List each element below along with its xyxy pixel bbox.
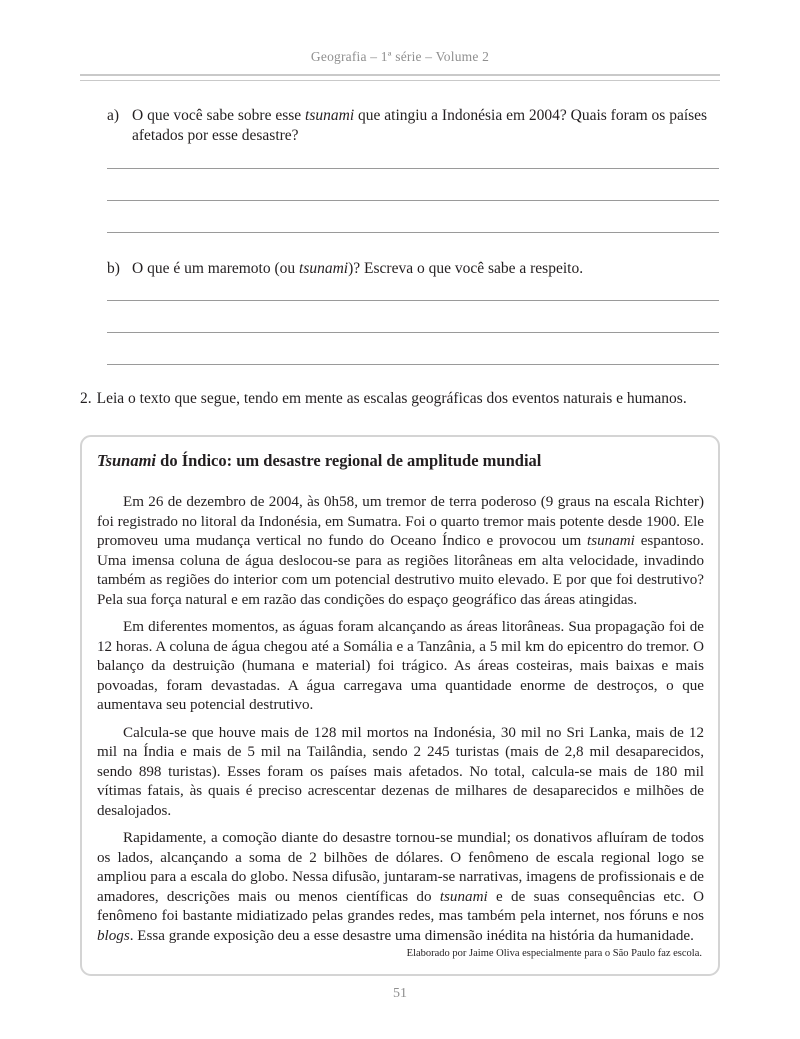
item-2-text: Leia o texto que segue, tendo em mente as escalas geográficas dos eventos naturais e humanos. bbox=[96, 390, 687, 407]
paragraph-2: Em diferentes momentos, as águas foram alcançando as áreas litorâneas. Sua propagação foi de 12 horas. A coluna de água chegou até a Somália e a Tanzânia, a 5 mil km do epicentro do tremor. O balanço da destruição (humana e material) foi trágico. As áreas costeiras, mais baixas e mais povoadas, foram devastadas. A água carregava uma quantidade enorme de destroços, o que aumentava seu potencial destrutivo. bbox=[97, 619, 704, 713]
running-header: Geografia – 1ª série – Volume 2 bbox=[310, 49, 490, 64]
answer-line[interactable] bbox=[107, 300, 719, 301]
item-2 bbox=[80, 389, 720, 409]
header-rule bbox=[80, 74, 720, 81]
question-b-letter: b) bbox=[107, 260, 120, 277]
answer-line[interactable] bbox=[107, 332, 719, 333]
question-a bbox=[107, 106, 719, 146]
paragraph-3: Calcula-se que houve mais de 128 mil mortos na Indonésia, 30 mil no Sri Lanka, mais de 12 mil na Índia e mais de 5 mil na Tailândia, sendo 2 245 turistas (mais de 2,8 mil desaparecidos, sendo 898 turistas). Esses foram os países mais afetados. No total, calcula-se mais de 180 mil vítimas fatais, às quais é preciso acrescentar dezenas de milhares de desaparecidos e milhões de desalojados. bbox=[97, 724, 704, 819]
item-2-number: 2. bbox=[80, 390, 92, 407]
page-number: 51 bbox=[393, 986, 407, 1001]
question-a-letter: a) bbox=[107, 107, 120, 124]
question-b-text: O que é um maremoto (ou tsunami)? Escreva o que você sabe a respeito. bbox=[132, 260, 584, 277]
box-title: Tsunami do Índico: um desastre regional de amplitude mundial bbox=[97, 451, 542, 470]
question-b bbox=[107, 259, 719, 279]
answer-line[interactable] bbox=[107, 168, 719, 169]
answer-line[interactable] bbox=[107, 200, 719, 201]
answer-line[interactable] bbox=[107, 232, 719, 233]
paragraph-4: Rapidamente, a comoção diante do desastre tornou-se mundial; os donativos afluíram de todos os lados, alcançando a soma de 2 bilhões de dólares. O fenômeno de escala regional logo se ampliou para a escala do globo. Nessa difusão, juntaram-se narrativas, imagens de profissionais e de amadores, descrições mais ou menos científicas do tsunami e de suas consequências etc. O fenômeno foi bastante midiatizado pelas grandes redes, mas também pela internet, nos fóruns e nos blogs. Essa grande exposição deu a esse desastre uma dimensão inédita na história da humanidade. bbox=[97, 830, 704, 944]
box-body bbox=[97, 493, 704, 954]
question-a-text: O que você sabe sobre esse tsunami que atingiu a Indonésia em 2004? Quais foram os países afetados por esse desastre? bbox=[132, 107, 708, 144]
answer-line[interactable] bbox=[107, 364, 719, 365]
source-credit: Elaborado por Jaime Oliva especialmente para o São Paulo faz escola. bbox=[406, 948, 702, 959]
paragraph-1: Em 26 de dezembro de 2004, às 0h58, um tremor de terra poderoso (9 graus na escala Richter) foi registrado no litoral da Indonésia, em Sumatra. Foi o quarto tremor mais potente desde 1900. Ele promoveu uma mudança vertical no fundo do Oceano Índico e provocou um tsunami espantoso. Uma imensa coluna de água deslocou-se para as regiões litorâneas em alta velocidade, invadindo também as regiões do interior com um potencial destrutivo muito elevado. E por que foi destrutivo? Pela sua força natural e em razão das condições do espaço geográfico das áreas atingidas. bbox=[97, 494, 704, 608]
